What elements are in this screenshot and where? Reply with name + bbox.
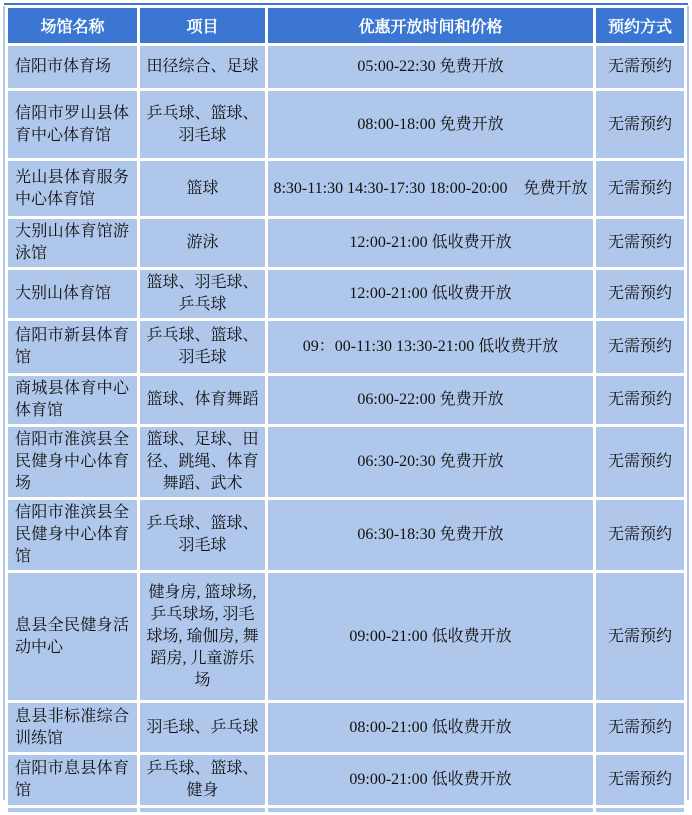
booking-cell: 无需预约 [596, 755, 684, 805]
venue-cell: 商城县体育中心体育馆 [8, 376, 137, 424]
venue-cell: 大别山体育馆 [8, 270, 137, 318]
table-row [8, 500, 684, 570]
cropped-column-right-sliver [687, 6, 689, 800]
venue-cell: 息县全民健身活动中心 [8, 573, 137, 700]
table-row [8, 573, 684, 700]
schedule-cell: 09:00-21:00 低收费开放 [268, 755, 593, 805]
cropped-next-row-cell [268, 808, 593, 812]
schedule-cell: 09：00-11:30 13:30-21:00 低收费开放 [268, 321, 593, 373]
schedule-cell: 8:30-11:30 14:30-17:30 18:00-20:00 免费开放 [268, 161, 593, 216]
cropped-next-row-cell [140, 808, 265, 812]
table-row [8, 161, 684, 216]
cropped-next-row [8, 808, 684, 812]
booking-cell: 无需预约 [596, 46, 684, 88]
booking-cell: 无需预约 [596, 573, 684, 700]
sports-cell: 乒乓球、篮球、羽毛球 [140, 500, 265, 570]
table-row [8, 755, 684, 805]
venue-cell: 息县非标准综合训练馆 [8, 703, 137, 752]
booking-cell: 无需预约 [596, 376, 684, 424]
sports-cell: 乒乓球、篮球、健身 [140, 755, 265, 805]
schedule-cell: 08:00-18:00 免费开放 [268, 91, 593, 158]
table-row [8, 219, 684, 267]
schedule-cell: 09:00-21:00 低收费开放 [268, 573, 593, 700]
schedule-cell: 12:00-21:00 低收费开放 [268, 219, 593, 267]
table-row [8, 703, 684, 752]
venue-cell: 信阳市淮滨县全民健身中心体育场 [8, 427, 137, 497]
venue-cell: 大别山体育馆游泳馆 [8, 219, 137, 267]
booking-cell: 无需预约 [596, 161, 684, 216]
schedule-cell: 06:30-20:30 免费开放 [268, 427, 593, 497]
venue-schedule-table [5, 5, 687, 815]
booking-cell: 无需预约 [596, 427, 684, 497]
header-row [8, 8, 684, 43]
table-row [8, 427, 684, 497]
sports-cell: 篮球、羽毛球、乒乓球 [140, 270, 265, 318]
venue-cell: 信阳市体育场 [8, 46, 137, 88]
column-header-schedule: 优惠开放时间和价格 [268, 8, 593, 43]
booking-cell: 无需预约 [596, 500, 684, 570]
cropped-next-row-cell [8, 808, 137, 812]
table-row [8, 321, 684, 373]
schedule-cell: 06:30-18:30 免费开放 [268, 500, 593, 570]
sports-cell: 篮球、足球、田径、跳绳、体育舞蹈、武术 [140, 427, 265, 497]
venue-cell: 信阳市息县体育馆 [8, 755, 137, 805]
sports-cell: 田径综合、足球 [140, 46, 265, 88]
sports-cell: 乒乓球、篮球、羽毛球 [140, 321, 265, 373]
booking-cell: 无需预约 [596, 270, 684, 318]
schedule-cell: 05:00-22:30 免费开放 [268, 46, 593, 88]
sports-cell: 乒乓球、篮球、羽毛球 [140, 91, 265, 158]
booking-cell: 无需预约 [596, 321, 684, 373]
sports-cell: 游泳 [140, 219, 265, 267]
table-row [8, 46, 684, 88]
schedule-cell: 08:00-21:00 低收费开放 [268, 703, 593, 752]
cropped-next-row-cell [596, 808, 684, 812]
booking-cell: 无需预约 [596, 91, 684, 158]
column-header-sports: 项目 [140, 8, 265, 43]
table-row [8, 376, 684, 424]
booking-cell: 无需预约 [596, 219, 684, 267]
venue-cell: 信阳市新县体育馆 [8, 321, 137, 373]
column-header-booking: 预约方式 [596, 8, 684, 43]
venue-cell: 信阳市罗山县体育中心体育馆 [8, 91, 137, 158]
sports-cell: 篮球、体育舞蹈 [140, 376, 265, 424]
venue-cell: 信阳市淮滨县全民健身中心体育馆 [8, 500, 137, 570]
sports-cell: 健身房, 篮球场, 乒乓球场, 羽毛球场, 瑜伽房, 舞蹈房, 儿童游乐场 [140, 573, 265, 700]
booking-cell: 无需预约 [596, 703, 684, 752]
schedule-cell: 06:00-22:00 免费开放 [268, 376, 593, 424]
table-row [8, 91, 684, 158]
sports-cell: 篮球 [140, 161, 265, 216]
column-header-venue: 场馆名称 [8, 8, 137, 43]
schedule-cell: 12:00-21:00 低收费开放 [268, 270, 593, 318]
venue-cell: 光山县体育服务中心体育馆 [8, 161, 137, 216]
table-row [8, 270, 684, 318]
sports-cell: 羽毛球、乒乓球 [140, 703, 265, 752]
